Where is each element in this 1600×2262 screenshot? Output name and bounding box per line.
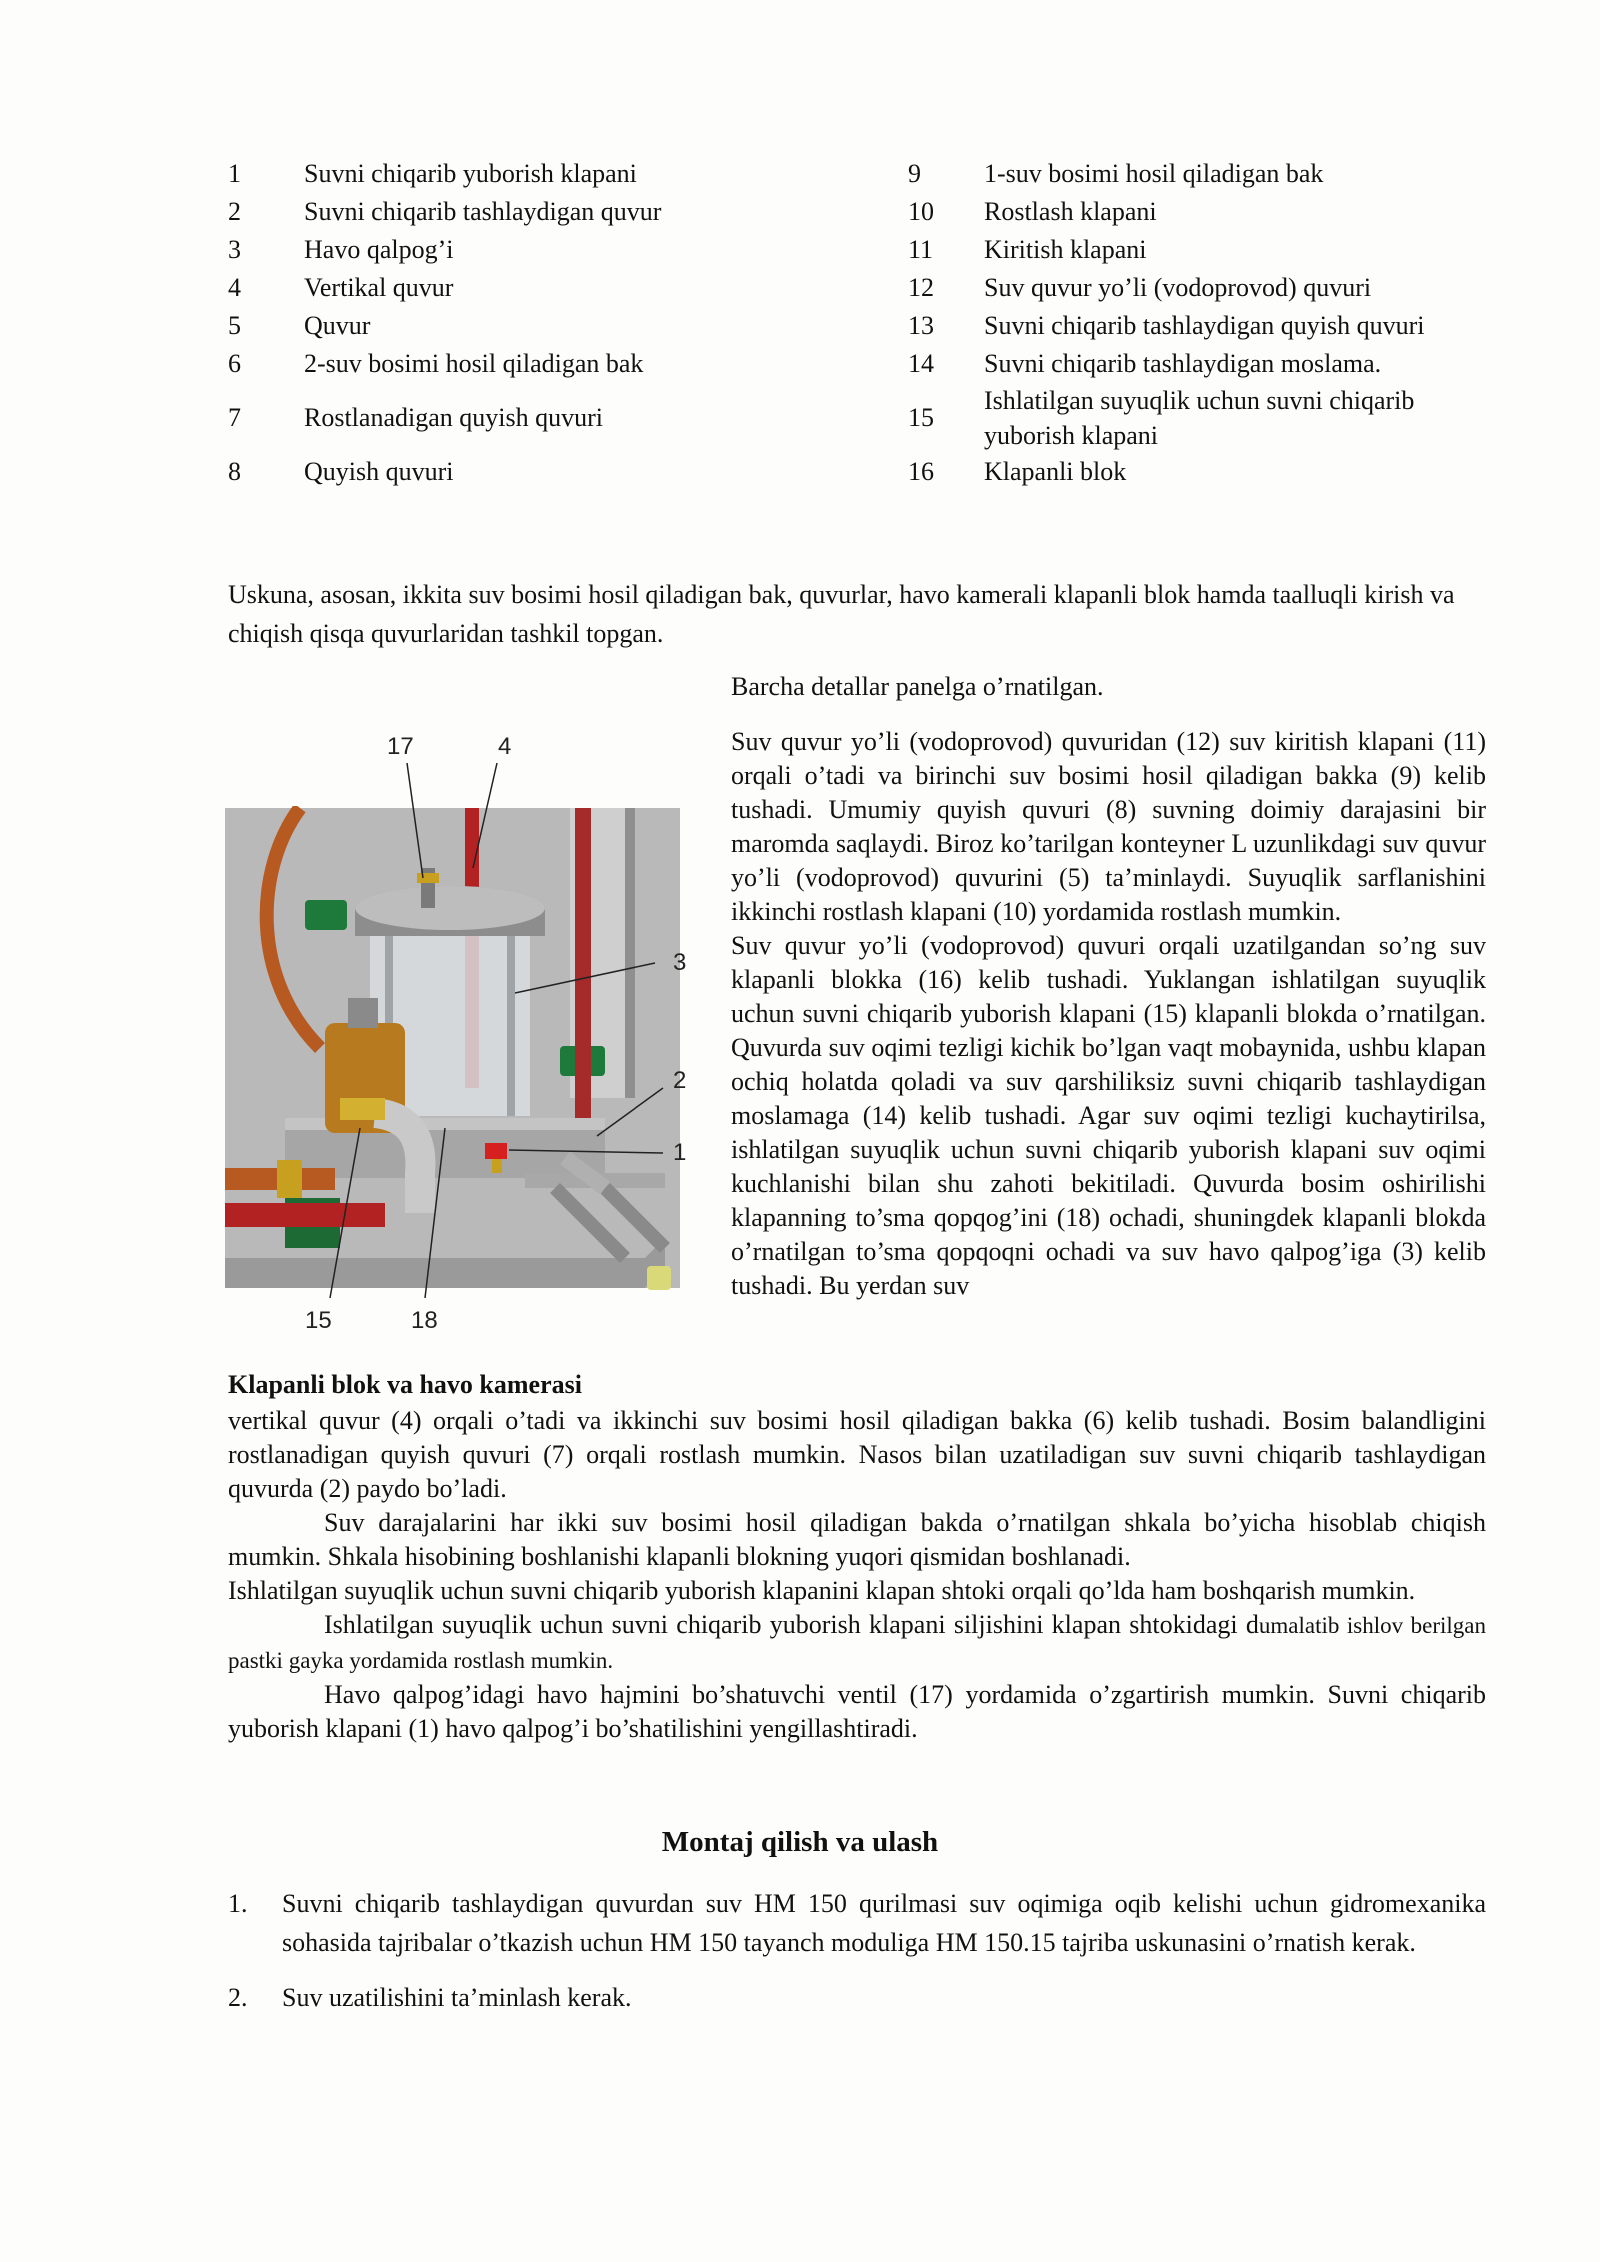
part-name: 1-suv bosimi hosil qiladigan bak xyxy=(984,159,1324,188)
valve-paragraph: Suv quvur yo’li (vodoprovod) quvuri orqali uzatilgandan so’ng suv klapanli blokka (16) kelib tushadi. Yuklangan ishlatilgan suyuqlik uchun suvni chiqarib yuborish klapani (15) klapanli blokda o’rnatilgan. Quvurda suv oqimi tezligi kichik bo’lgan vaqt mobaynida, ushbu klapan ochiq holatda qoladi va suv qarshiliksiz suvni chiqarib tashlaydigan moslamaga (14) kelib tushadi. Agar suv oqimi tezligi kuchaytirilsa, ishlatilgan suyuqlik uchun suvni chiqarib yuborish klapani suv oqimi kuchlanishi bilan shu zahoti bekitiladi. Quvurda bosim oshirilishi klapanning to’sma qopqog’ini (18) ochadi, shuningdek klapanli blokda o’rnatilgan to’sma qopqoqni ochadi va suv havo qalpog’iga (3) kelib tushadi. Bu yerdan suv xyxy=(731,931,1486,1300)
part-name: Quvur xyxy=(304,311,371,340)
part-name: Klapanli blok xyxy=(984,457,1127,486)
part-name: Vertikal quvur xyxy=(304,273,454,302)
part-number: 10 xyxy=(908,197,934,226)
figure-label-17: 17 xyxy=(387,733,414,760)
part-number: 8 xyxy=(228,457,241,486)
intro-paragraph: Uskuna, asosan, ikkita suv bosimi hosil qiladigan bak, quvurlar, havo kamerali klapanli blok hamda taalluqli kirish va chiqish qisqa quvurlaridan tashkil topgan. xyxy=(228,580,1455,648)
section-heading: Montaj qilish va ulash xyxy=(661,1826,939,1858)
part-name: Suvni chiqarib tashlaydigan moslama. xyxy=(984,349,1382,378)
part-name: Kiritish klapani xyxy=(984,235,1147,264)
flow-paragraph: Suv quvur yo’li (vodoprovod) quvuridan (12) suv kiritish klapani (11) orqali o’tadi va birinchi suv bosimi hosil qiladigan bakka (9) kelib tushadi. Umumiy quyish quvuri (8) suvning doimiy darajasini bir maromda saqlaydi. Biroz ko’tarilgan konteyner L uzunlikdagi suv quvur yo’li (vodoprovod) quvurini (5) ta’minlaydi. Suyuqlik sarflanishini ikkinchi rostlash klapani (10) yordamida rostlash mumkin. xyxy=(731,727,1486,926)
red-inlet-pipe xyxy=(225,1203,385,1227)
release-valve-stem xyxy=(492,1159,502,1173)
part-number: 1 xyxy=(228,159,241,188)
valve-block-illustration xyxy=(225,718,715,1383)
figure-top-margin xyxy=(225,718,715,806)
part-number: 7 xyxy=(228,403,241,432)
figure-label-4: 4 xyxy=(498,733,512,760)
side-panel-edge xyxy=(625,808,635,1098)
part-number: 15 xyxy=(908,403,934,432)
figure-label-2: 2 xyxy=(673,1067,687,1094)
panel-note: Barcha detallar panelga o’rnatilgan. xyxy=(731,672,1104,701)
step-text: Suv uzatilishini ta’minlash kerak. xyxy=(282,1983,632,2012)
list-item xyxy=(228,1884,1486,1962)
part-number: 2 xyxy=(228,197,241,226)
part-name: Havo qalpog’i xyxy=(304,235,454,264)
clamp-left xyxy=(305,900,347,930)
brass-fitting xyxy=(340,1098,385,1120)
part-name: 2-suv bosimi hosil qiladigan bak xyxy=(304,349,644,378)
part-number: 11 xyxy=(908,235,934,264)
body-paragraph: Ishlatilgan suyuqlik uchun suvni chiqarib yuborish klapanini klapan shtoki orqali qo’lda ham boshqarish mumkin. xyxy=(228,1576,1416,1605)
part-number: 5 xyxy=(228,311,241,340)
frame-foot xyxy=(647,1266,671,1290)
release-valve-1 xyxy=(485,1143,507,1159)
step-number: 1. xyxy=(228,1889,248,1918)
right-column-text xyxy=(731,725,1486,1303)
assembly-steps xyxy=(228,1884,1486,2033)
inlet-coupling xyxy=(277,1160,302,1198)
parts-row xyxy=(228,307,1488,345)
part-number: 6 xyxy=(228,349,241,378)
part-name: Suvni chiqarib tashlaydigan quvur xyxy=(304,197,662,226)
figure-caption: Klapanli blok va havo kamerasi xyxy=(228,1370,582,1399)
chamber-rod xyxy=(507,936,515,1116)
parts-row xyxy=(228,269,1488,307)
valve-block-figure xyxy=(225,718,715,1383)
body-paragraph: Havo qalpog’idagi havo hajmini bo’shatuvchi ventil (17) yordamida o’zgartirish mumkin. Suvni chiqarib yuborish klapani (1) havo qalpog’i bo’shatilishini yengillashtiradi. xyxy=(228,1680,1486,1743)
part-name: Suvni chiqarib tashlaydigan quyish quvuri xyxy=(984,311,1425,340)
part-name: Suvni chiqarib yuborish klapani xyxy=(304,159,637,188)
part-number: 13 xyxy=(908,311,934,340)
step-text: Suvni chiqarib tashlaydigan quvurdan suv HM 150 qurilmasi suv oqimiga oqib kelishi uchun gidromexanika sohasida tajribalar o’tkazish uchun HM 150 tayanch moduliga HM 150.15 tajriba uskunasini o’rnatish kerak. xyxy=(282,1889,1486,1957)
part-number: 14 xyxy=(908,349,934,378)
parts-row xyxy=(228,155,1488,193)
parts-row xyxy=(228,453,1488,491)
parts-row xyxy=(228,345,1488,383)
step-number: 2. xyxy=(228,1983,248,2012)
figure-label-18: 18 xyxy=(411,1307,438,1334)
body-text xyxy=(228,1404,1486,1746)
figure-label-15: 15 xyxy=(305,1307,332,1334)
part-name: Ishlatilgan suyuqlik uchun suvni chiqarib yuborish klapani xyxy=(984,386,1415,450)
list-item xyxy=(228,1978,1486,2017)
part-name: Rostlanadigan quyish quvuri xyxy=(304,403,603,432)
air-chamber-top xyxy=(355,886,545,930)
parts-row xyxy=(228,383,1488,453)
part-name: Rostlash klapani xyxy=(984,197,1157,226)
vent-valve-nut xyxy=(417,873,439,883)
part-number: 3 xyxy=(228,235,241,264)
body-paragraph xyxy=(228,1608,1486,1678)
parts-row xyxy=(228,193,1488,231)
body-paragraph: vertikal quvur (4) orqali o’tadi va ikkinchi suv bosimi hosil qiladigan bakka (6) kelib tushadi. Bosim balandligini rostlanadigan quyish quvuri (7) orqali rostlash mumkin. Nasos bilan uzatiladigan suv suvni chiqarib tashlaydigan quvurda (2) paydo bo’ladi. xyxy=(228,1406,1486,1503)
parts-row xyxy=(228,231,1488,269)
part-name: Quyish quvuri xyxy=(304,457,454,486)
part-number: 16 xyxy=(908,457,934,486)
part-number: 12 xyxy=(908,273,934,302)
figure-label-3: 3 xyxy=(673,949,687,976)
body-paragraph-end: umalatib ishlov berilgan pastki gayka yordamida rostlash mumkin. xyxy=(228,1613,1486,1673)
parts-list xyxy=(228,155,1488,491)
part-number: 9 xyxy=(908,159,921,188)
part-name: Suv quvur yo’li (vodoprovod) quvuri xyxy=(984,273,1372,302)
valve-stem xyxy=(348,998,378,1028)
part-number: 4 xyxy=(228,273,241,302)
body-paragraph-start: Ishlatilgan suyuqlik uchun suvni chiqarib yuborish klapani siljishini klapan shtokidagi d xyxy=(324,1610,1259,1639)
body-paragraph: Suv darajalarini har ikki suv bosimi hosil qiladigan bakda o’rnatilgan shkala bo’yicha hisoblab chiqish mumkin. Shkala hisobining boshlanishi klapanli blokning yuqori qismidan boshlanadi. xyxy=(228,1508,1486,1571)
vertical-pipe-right xyxy=(575,808,591,1168)
figure-label-1: 1 xyxy=(673,1139,687,1166)
